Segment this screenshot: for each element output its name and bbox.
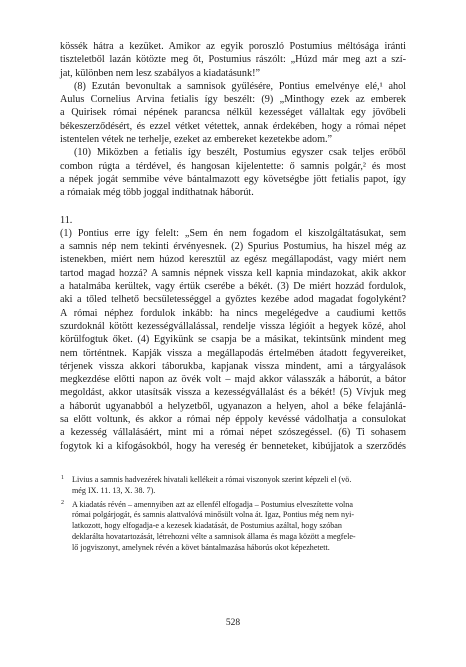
- footnote: [60, 500, 406, 554]
- text-line: szurdoknál kötött kezességvállalással, rendelje vissza légióit a hegyek közé, ahol: [60, 320, 406, 332]
- footnote-line: még IX. 11. 13, X. 38. 7).: [72, 485, 156, 495]
- main-text: [60, 40, 406, 453]
- text-line: istenekben, miért nem húzod keresztül az egész megállapodást, vagy miért nem: [60, 254, 406, 266]
- text-line: tiszteletből lazán kötözte meg őt, Postumius rászólt: „Húzd már meg azt a szí-: [60, 54, 406, 66]
- text-line: jat, különben nem lesz szabályos a kiadatásunk!”: [60, 67, 261, 79]
- text-line: a háborút ugyanabból a helyzetből, ugyanazon a helyen, ahol a béke felajánlá-: [60, 400, 406, 412]
- text-line: a hatalmába kerültek, vagy értük cserébe a békét. (3) De miért hozzád fordulok,: [60, 281, 406, 293]
- footnote-mark: 1: [61, 475, 64, 481]
- paragraph: [60, 80, 406, 146]
- text-line: nem történtnek. Kapják vissza a megállapodás értelmében átadott fegyvereiket,: [60, 347, 406, 359]
- footnote-line: A kiadatás révén – amennyiben azt az ellenfél elfogadja – Postumius elveszítette volna: [72, 499, 353, 509]
- text-line: (8) Ezután bevonultak a samnisok gyűlésére, Pontius emelvénye elé,¹ ahol: [74, 80, 406, 92]
- text-line: (1) Pontius erre így felelt: „Sem én nem fogadom el kiszolgáltatásukat, sem: [60, 227, 406, 239]
- footnote: [60, 475, 406, 497]
- text-line: a népek jogát semmibe véve bántalmazott egy követségbe jött fetialis papot, így: [60, 173, 406, 185]
- text-line: a rómaiak még több joggal indíthatnak háborút.: [60, 187, 254, 199]
- paragraph: [60, 40, 406, 80]
- text-line: istentelen vétek ne terhelje, ezeket az embereket kezetekbe adom.”: [60, 134, 333, 146]
- text-line: megoldást, akkor utasítsák vissza a kezességvállalást és a békét! (5) Vívjuk meg: [60, 387, 406, 399]
- text-line: A római néphez fordulok inkább: ha nincs megelégedve a caudiumi kettős: [60, 307, 406, 319]
- text-line: aki a tőled telhető becsületességgel a győztes kezébe adod magadat fogolyként?: [60, 294, 406, 306]
- text-line: sa előtt voltunk, és akkor a római nép éppoly kevéssé vádolhatja a consulokat: [60, 414, 406, 426]
- text-line: a samnis nép nem tekinti érvényesnek. (2) Spurius Postumius, ha hiszel még az: [60, 241, 406, 253]
- text-line: körülfogtuk őket. (4) Egyikünk se csapja be a másikat, tekintsünk mindent meg: [60, 334, 406, 346]
- paragraph: [60, 146, 406, 199]
- footnote-mark: 2: [61, 499, 64, 506]
- text-line: fogytok ki a kifogásokból, hogy ha vereség ér benneteket, kibújjatok a szerződés: [60, 440, 406, 452]
- text-line: békeszerződésért, és ezzel vétket vétettek, annak érdekében, hogy a római népet: [60, 120, 406, 132]
- text-line: combon rúgta a térdével, és hangosan kijelentette: ő samnis polgár,² és most: [60, 160, 406, 172]
- text-line: Aulus Cornelius Arvina fetialis így beszélt: (9) „Minthogy ezek az emberek: [60, 94, 406, 106]
- footnote-line: latkozott, hogy elfogadja-e a kezesek kiadatását, de Postumius azáltal, hogy szóban: [72, 521, 342, 531]
- text-line: kössék hátra a kezüket. Amikor az egyik poroszló Postumius méltósága iránti: [60, 41, 406, 52]
- text-line: térjenek vissza akkori táborukba, kapjanak vissza mindent, ami a tárgyalások: [60, 360, 406, 372]
- text-line: a Quirisek római népének parancsa nélkül kezességet vállaltak egy jövőbeli: [60, 107, 406, 119]
- text-line: a kezesség vállalásáért, mint mi a római népet szószegéssel. (6) Ti sohasem: [60, 427, 406, 439]
- footnotes: [60, 475, 406, 557]
- footnote-line: Livius a samnis hadvezérek hivatali kellékeit a római viszonyok szerint képzeli el (vö.: [72, 475, 352, 484]
- text-line: megkezdése előtti napon az övék volt – majd akkor válasszák a háborút, a bátor: [60, 374, 406, 386]
- chapter-section: [60, 214, 406, 453]
- text-line: (10) Miközben a fetialis így beszélt, Postumius egyszer csak teljes erőből: [74, 147, 406, 159]
- section-number: 11.: [60, 214, 73, 226]
- footnote-line: deklarálta hovatartozását, létrehozni vélte a samnisok állama és maga között a megfele-: [72, 531, 356, 541]
- footnote-line: római polgárjogát, és samnis alattvalóvá minősült volna át. Igaz, Pontius még nem nyi-: [72, 510, 355, 520]
- page-number: 528: [225, 618, 241, 628]
- footnote-line: lő jogviszonyt, amelynek révén a követ bántalmazása háborús okot képezhetett.: [72, 542, 330, 552]
- text-line: tartod magad hozzá? A samnis népnek vissza kell kapnia mindazokat, akik akkor: [60, 267, 406, 279]
